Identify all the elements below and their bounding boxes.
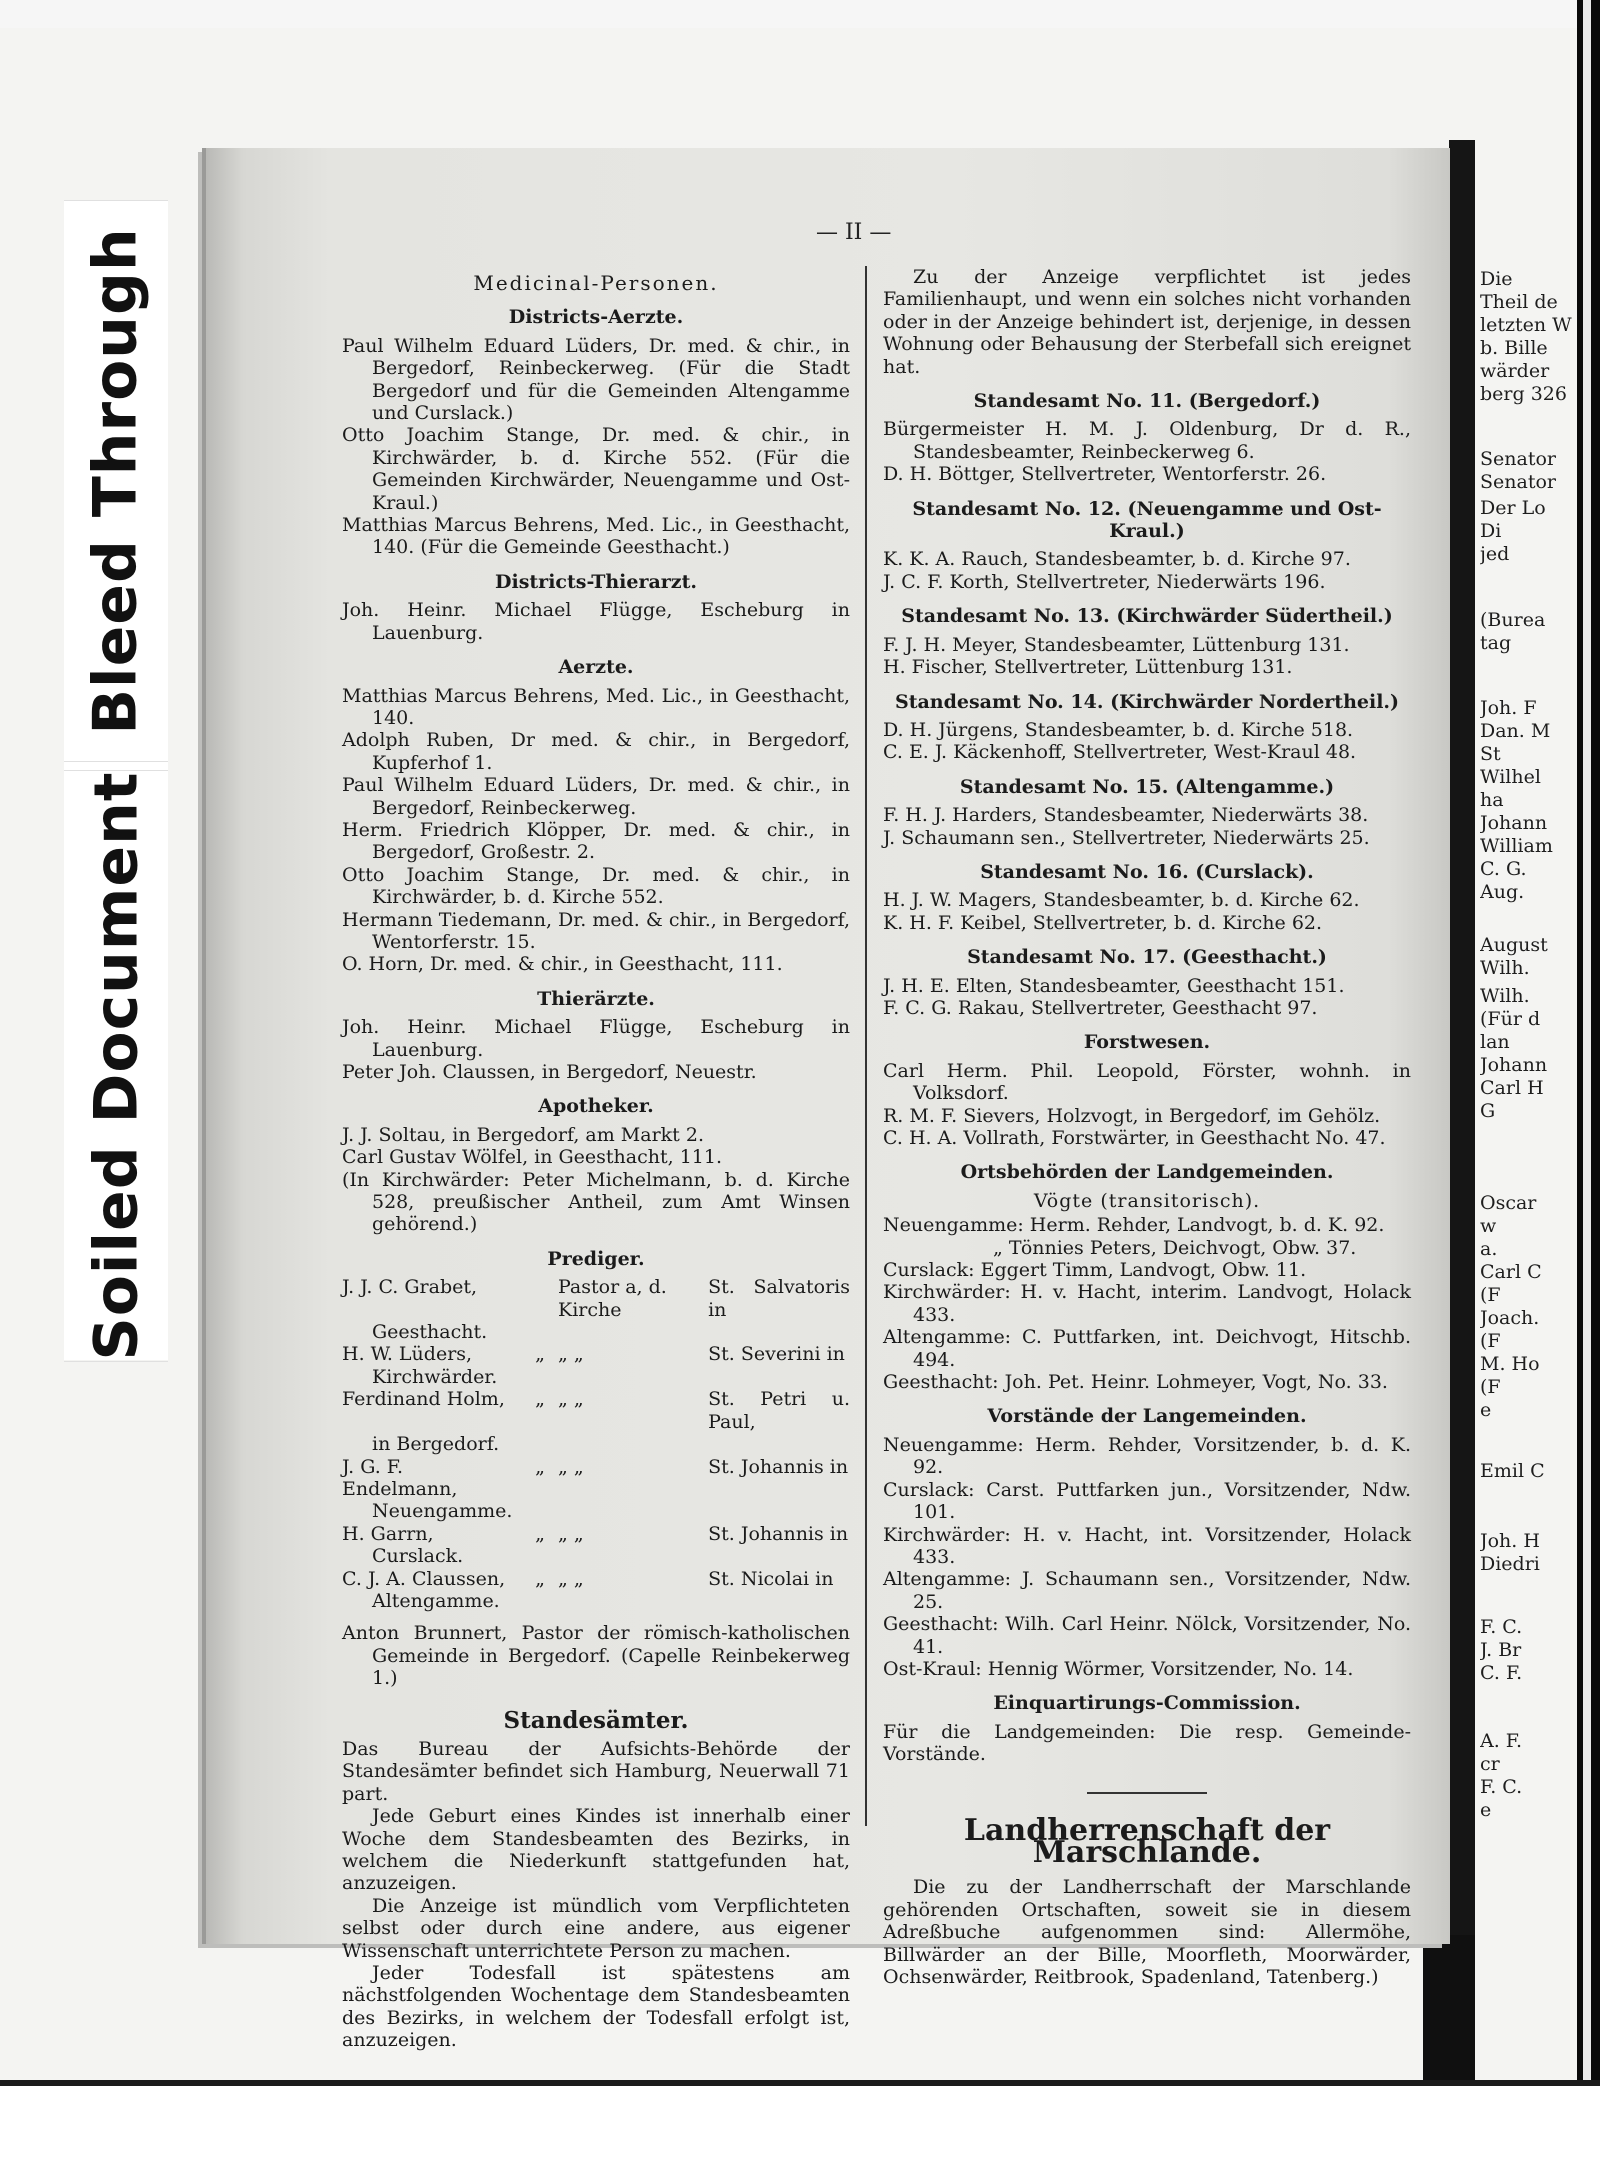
- prediger-name: H. Garrn,: [342, 1522, 434, 1545]
- prediger-ditto: „: [535, 1388, 545, 1411]
- prediger-row: [342, 1276, 850, 1321]
- adjacent-page-fragment: C. F.: [1480, 1662, 1523, 1684]
- prediger-place-row: [342, 1321, 850, 1343]
- standesaemter-heading: Standesämter.: [503, 1706, 689, 1734]
- scan-frame-strip: [1583, 0, 1591, 2085]
- entry: Paul Wilhelm Eduard Lüders, Dr. med. & chir., in Bergedorf, Reinbeckerweg. (Für die Stadt Bergedorf und für die Gemeinden Altengamme und Curslack.): [342, 334, 850, 425]
- prediger-note: Anton Brunnert, Pastor der römisch-katholischen Gemeinde in Bergedorf. (Capelle Reinbekerweg 1.): [342, 1622, 850, 1690]
- entry: H. Fischer, Stellvertreter, Lüttenburg 131.: [883, 656, 1293, 679]
- prediger-name: J. J. C. Grabet,: [342, 1276, 478, 1299]
- standesamt-heading: Standesamt No. 15. (Altengamme.): [959, 775, 1335, 798]
- prediger-place-row: [342, 1590, 850, 1612]
- adjacent-page-fragment: wärder: [1480, 360, 1550, 382]
- adjacent-page-fragment: ha: [1480, 789, 1504, 811]
- entry: J. Schaumann sen., Stellvertreter, Niederwärts 25.: [883, 826, 1370, 849]
- prediger-church: St. Johannis in: [708, 1522, 849, 1545]
- adjacent-page-fragment: Carl H: [1480, 1077, 1544, 1099]
- adjacent-page-fragment: Joach.: [1480, 1307, 1540, 1329]
- adjacent-page-fragment: (F: [1480, 1284, 1501, 1306]
- adjacent-page-fragment: berg 326: [1480, 383, 1567, 405]
- bleed-through-text: Bleed Through: [81, 227, 152, 735]
- prediger-place-row: [342, 1366, 850, 1388]
- adjacent-page-fragment: Joh. H: [1480, 1530, 1540, 1552]
- entry: Otto Joachim Stange, Dr. med. & chir., in Kirchwärder, b. d. Kirche 552. (Für die Gemeinden Kirchwärder, Neuengamme und Ost-Kraul.): [342, 424, 850, 514]
- prediger-title: „ „: [558, 1343, 584, 1366]
- adjacent-page-fragment: lan: [1480, 1031, 1510, 1053]
- adjacent-page-fragment: letzten W: [1480, 314, 1572, 336]
- page-number: — II —: [816, 220, 892, 245]
- prediger-ditto: [522, 1276, 558, 1321]
- adjacent-page-fragment: F. C.: [1480, 1776, 1523, 1798]
- prediger-row: [342, 1523, 850, 1545]
- adjacent-page-fragment: J. Br: [1480, 1639, 1522, 1661]
- adjacent-page-fragment: A. F.: [1480, 1730, 1523, 1752]
- adjacent-page-fragment: e: [1480, 1799, 1492, 1821]
- thieraerzte-heading: Thierärzte.: [537, 987, 655, 1010]
- adjacent-page-fragment: tag: [1480, 632, 1512, 654]
- entry: J. J. Soltau, in Bergedorf, am Markt 2.: [342, 1123, 704, 1146]
- standesaemter-paragraph: Das Bureau der Aufsichts-Behörde der Standesämter befindet sich Hamburg, Neuerwall 71 part.: [342, 1737, 850, 1805]
- entry: Joh. Heinr. Michael Flügge, Escheburg in Lauenburg.: [342, 1016, 850, 1061]
- standesamt-heading: Standesamt No. 13. (Kirchwärder Südertheil.): [901, 605, 1393, 628]
- entry: Neuengamme: Herm. Rehder, Vorsitzender, b. d. K. 92.: [883, 1433, 1411, 1479]
- prediger-title: Pastor a, d. Kirche: [558, 1276, 667, 1321]
- entry: (In Kirchwärder: Peter Michelmann, b. d. Kirche 528, preußischer Antheil, zum Amt Winsen gehörend.): [342, 1168, 850, 1236]
- prediger-ditto: „: [535, 1567, 545, 1590]
- prediger-place: Curslack.: [372, 1545, 464, 1568]
- standesamt-heading: Standesamt No. 12. (Neuengamme und Ost-Kraul.): [912, 497, 1382, 543]
- prediger-ditto: „: [535, 1522, 545, 1545]
- section-separator: [1087, 1792, 1207, 1794]
- prediger-church: St. Salvatoris in: [708, 1276, 850, 1321]
- entry: Geesthacht: Wilh. Carl Heinr. Nölck, Vorsitzender, No. 41.: [883, 1613, 1411, 1658]
- entry: Curslack: Carst. Puttfarken jun., Vorsitzender, Ndw. 101.: [883, 1478, 1411, 1524]
- entry: J. C. F. Korth, Stellvertreter, Niederwärts 196.: [883, 570, 1326, 593]
- adjacent-page-fragment: Wilhel: [1480, 766, 1541, 788]
- column-divider: [865, 266, 867, 1826]
- districts-thierarzt-heading: Districts-Thierarzt.: [495, 570, 697, 593]
- adjacent-page-fragment: Senator: [1480, 448, 1556, 470]
- entry: Carl Gustav Wölfel, in Geesthacht, 111.: [342, 1146, 723, 1169]
- entry: F. J. H. Meyer, Standesbeamter, Lüttenburg 131.: [883, 633, 1350, 656]
- standesamt-heading: Standesamt No. 11. (Bergedorf.): [973, 390, 1321, 413]
- prediger-church: St. Severini in: [708, 1343, 845, 1366]
- entry: Matthias Marcus Behrens, Med. Lic., in Geesthacht, 140.: [342, 684, 850, 729]
- scan-frame-top: [0, 0, 1600, 28]
- einquartirung-heading: Einquartirungs-Commission.: [993, 1692, 1301, 1715]
- adjacent-page-fragment: August: [1480, 934, 1548, 956]
- voegte-subheading: Vögte (transitorisch).: [1033, 1189, 1261, 1212]
- adjacent-page-fragment: w: [1480, 1215, 1497, 1237]
- entry: Geesthacht: Joh. Pet. Heinr. Lohmeyer, Vogt, No. 33.: [883, 1371, 1388, 1394]
- entry: J. H. E. Elten, Standesbeamter, Geesthacht 151.: [883, 974, 1345, 997]
- adjacent-page-fragment: jed: [1480, 543, 1510, 565]
- soiled-document-text: Soiled Document: [81, 771, 152, 1361]
- scan-frame-bar: [0, 2080, 1600, 2086]
- adjacent-page-fragment: Emil C: [1480, 1460, 1545, 1482]
- prediger-title: „ „: [558, 1455, 584, 1478]
- standesaemter-paragraph: Jede Geburt eines Kindes ist innerhalb einer Woche dem Standesbeamten des Bezirks, in welchem die Niederkunft stattgefunden hat, anzuzeigen.: [342, 1805, 850, 1895]
- prediger-title: „ „: [558, 1522, 584, 1545]
- adjacent-page-fragment: F. C.: [1480, 1616, 1523, 1638]
- prediger-heading: Prediger.: [547, 1247, 645, 1270]
- adjacent-page-fragment: G: [1480, 1100, 1496, 1122]
- entry: Joh. Heinr. Michael Flügge, Escheburg in Lauenburg.: [342, 599, 850, 644]
- entry: „ Tönnies Peters, Deichvogt, Obw. 37.: [993, 1236, 1357, 1259]
- prediger-name: C. J. A. Claussen,: [342, 1567, 506, 1590]
- prediger-place: Altengamme.: [372, 1589, 500, 1612]
- adjacent-page-fragment: St: [1480, 743, 1501, 765]
- prediger-row: [342, 1456, 850, 1501]
- entry: Hermann Tiedemann, Dr. med. & chir., in Bergedorf, Wentorferstr. 15.: [342, 908, 851, 953]
- bleed-through-label: [64, 200, 168, 762]
- prediger-name: Ferdinand Holm,: [342, 1388, 505, 1411]
- entry: Carl Herm. Phil. Leopold, Förster, wohnh. in Volksdorf.: [883, 1059, 1411, 1105]
- adjacent-page-fragment: Diedri: [1480, 1553, 1540, 1575]
- medicinal-heading: Medicinal-Personen.: [473, 271, 719, 295]
- standesaemter-paragraph: Die Anzeige ist mündlich vom Verpflichteten selbst oder durch eine andere, aus eigener Wissenschaft unterrichtete Person zu machen.: [342, 1894, 850, 1962]
- entry: Kirchwärder: H. v. Hacht, interim. Landvogt, Holack 433.: [883, 1281, 1411, 1326]
- adjacent-page-fragment: a.: [1480, 1238, 1498, 1260]
- entry: F. H. J. Harders, Standesbeamter, Niederwärts 38.: [883, 804, 1369, 827]
- landherrenschaft-heading: Landherrenschaft der Marschlande.: [963, 1812, 1331, 1870]
- prediger-place: Geesthacht.: [372, 1321, 488, 1344]
- entry: C. H. A. Vollrath, Forstwärter, in Geesthacht No. 47.: [883, 1127, 1386, 1149]
- adjacent-page-fragment: b. Bille: [1480, 337, 1548, 359]
- prediger-place: Kirchwärder.: [372, 1365, 498, 1388]
- standesaemter-paragraph: Jeder Todesfall ist spätestens am nächstfolgenden Wochentage dem Standesbeamten des Bezirks, in welchem der Todesfall erfolgt ist, anzuzeigen.: [342, 1962, 850, 2052]
- book-spine: [1449, 140, 1475, 1940]
- book-spine-shadow: [1423, 1935, 1475, 2085]
- prediger-church: St. Nicolai in: [708, 1567, 834, 1590]
- entry: Herm. Friedrich Klöpper, Dr. med. & chir., in Bergedorf, Großestr. 2.: [342, 818, 850, 864]
- prediger-name: H. W. Lüders,: [342, 1343, 473, 1366]
- standesamt-heading: Standesamt No. 16. (Curslack).: [980, 860, 1314, 883]
- apotheker-heading: Apotheker.: [538, 1095, 654, 1118]
- prediger-row: [342, 1343, 850, 1365]
- landherrenschaft-paragraph: Die zu der Landherrschaft der Marschlande gehörenden Ortschaften, soweit sie in diesem Adreßbuche aufgenommen sind: Allermöhe, Billwärder an der Bille, Moorfleth, Moorwärder, Ochsenwärder, Reitbrook, Spadenland, Tatenberg.): [883, 1876, 1411, 1988]
- adjacent-page-fragment: Johann: [1480, 812, 1548, 834]
- entry: Für die Landgemeinden: Die resp. Gemeinde-Vorstände.: [883, 1720, 1411, 1766]
- entry: Adolph Ruben, Dr med. & chir., in Bergedorf, Kupferhof 1.: [342, 729, 850, 774]
- entry: Peter Joh. Claussen, in Bergedorf, Neuestr.: [342, 1061, 757, 1083]
- adjacent-page-fragment: Die: [1480, 268, 1513, 290]
- prediger-church: St. Petri u. Paul,: [708, 1388, 850, 1433]
- adjacent-page-fragment: (Für d: [1480, 1008, 1541, 1030]
- adjacent-page-fragment: Wilh.: [1480, 985, 1530, 1007]
- entry: F. C. G. Rakau, Stellvertreter, Geesthacht 97.: [883, 996, 1318, 1019]
- prediger-ditto: „: [535, 1455, 545, 1478]
- adjacent-page-fragment: (F: [1480, 1376, 1501, 1398]
- prediger-ditto: „: [535, 1343, 545, 1366]
- scan-frame-right: [1577, 0, 1600, 2085]
- scan-warning-labels: [64, 200, 168, 1360]
- prediger-title: „ „: [558, 1388, 584, 1411]
- prediger-row: [342, 1568, 850, 1590]
- entry: D. H. Jürgens, Standesbeamter, b. d. Kirche 518.: [883, 718, 1354, 741]
- entry: Matthias Marcus Behrens, Med. Lic., in Geesthacht, 140. (Für die Gemeinde Geesthacht.): [342, 514, 850, 559]
- districts-aerzte-heading: Districts-Aerzte.: [508, 306, 684, 329]
- entry: Altengamme: C. Puttfarken, int. Deichvogt, Hitschb. 494.: [883, 1326, 1411, 1371]
- ortsbehoerden-heading: Ortsbehörden der Landgemeinden.: [960, 1161, 1334, 1184]
- adjacent-page-fragment: Wilh.: [1480, 957, 1530, 979]
- entry: K. K. A. Rauch, Standesbeamter, b. d. Kirche 97.: [883, 548, 1351, 571]
- adjacent-page-fragment: M. Ho: [1480, 1353, 1540, 1375]
- prediger-place: Neuengamme.: [372, 1500, 513, 1523]
- adjacent-page-fragment: e: [1480, 1399, 1492, 1421]
- prediger-title: „ „: [558, 1567, 584, 1590]
- adjacent-page-fragment: (Burea: [1480, 609, 1546, 631]
- entry: Ost-Kraul: Hennig Wörmer, Vorsitzender, No. 14.: [883, 1657, 1354, 1680]
- forstwesen-heading: Forstwesen.: [1083, 1031, 1211, 1054]
- right-column: [883, 266, 1411, 1988]
- adjacent-page-fragment: C. G.: [1480, 858, 1527, 880]
- scan-frame-bottom: [0, 2080, 1600, 2177]
- standesamt-heading: Standesamt No. 17. (Geesthacht.): [967, 946, 1327, 969]
- entry: O. Horn, Dr. med. & chir., in Geesthacht, 111.: [342, 953, 783, 976]
- aerzte-heading: Aerzte.: [558, 656, 634, 679]
- prediger-place-row: [342, 1433, 850, 1455]
- adjacent-page-fragment: (F: [1480, 1330, 1501, 1352]
- adjacent-page-fragment: Der Lo: [1480, 497, 1546, 519]
- entry: K. H. F. Keibel, Stellvertreter, b. d. Kirche 62.: [883, 911, 1323, 934]
- prediger-name: J. G. F. Endelmann,: [342, 1455, 458, 1500]
- standesamt-heading: Standesamt No. 14. (Kirchwärder Nordertheil.): [894, 690, 1400, 713]
- entry: Bürgermeister H. M. J. Oldenburg, Dr d. R., Standesbeamter, Reinbeckerweg 6.: [883, 418, 1411, 463]
- soiled-document-label: [64, 770, 168, 1362]
- adjacent-page-fragment: cr: [1480, 1753, 1500, 1775]
- adjacent-page-fragment: Johann: [1480, 1054, 1548, 1076]
- entry: R. M. F. Sievers, Holzvogt, in Bergedorf, im Gehölz.: [883, 1104, 1381, 1127]
- adjacent-page-fragment: Theil de: [1480, 291, 1558, 313]
- document-page: [206, 148, 1450, 2052]
- entry: Paul Wilhelm Eduard Lüders, Dr. med. & chir., in Bergedorf, Reinbeckerweg.: [342, 774, 850, 819]
- adjacent-page-fragment: Dan. M: [1480, 720, 1551, 742]
- prediger-place: in Bergedorf.: [372, 1433, 500, 1456]
- entry: Altengamme: J. Schaumann sen., Vorsitzender, Ndw. 25.: [883, 1568, 1411, 1613]
- adjacent-page-fragment: Oscar: [1480, 1192, 1537, 1214]
- adjacent-page-fragment: William: [1480, 835, 1553, 857]
- prediger-row: [342, 1388, 850, 1433]
- entry: Kirchwärder: H. v. Hacht, int. Vorsitzender, Holack 433.: [883, 1523, 1411, 1568]
- adjacent-page-fragment: Senator: [1480, 471, 1556, 493]
- entry: Curslack: Eggert Timm, Landvogt, Obw. 11.: [883, 1259, 1307, 1282]
- adjacent-page-fragment: Aug.: [1480, 881, 1525, 903]
- entry: C. E. J. Käckenhoff, Stellvertreter, West-Kraul 48.: [883, 741, 1357, 764]
- prediger-place-row: [342, 1545, 850, 1567]
- entry: H. J. W. Magers, Standesbeamter, b. d. Kirche 62.: [883, 889, 1360, 912]
- left-column: [342, 272, 850, 2052]
- anzeige-paragraph: Zu der Anzeige verpflichtet ist jedes Familienhaupt, und wenn ein solches nicht vorhanden oder in der Anzeige behindert ist, derjenige, in dessen Wohnung oder Behausung der Sterbefall sich ereignet hat.: [883, 266, 1411, 378]
- entry: D. H. Böttger, Stellvertreter, Wentorferstr. 26.: [883, 463, 1327, 486]
- vorstaende-heading: Vorstände der Langemeinden.: [987, 1405, 1307, 1428]
- prediger-place-row: [342, 1500, 850, 1522]
- entry: Neuengamme: Herm. Rehder, Landvogt, b. d. K. 92.: [883, 1214, 1385, 1237]
- adjacent-page-fragment: Carl C: [1480, 1261, 1542, 1283]
- prediger-table: [342, 1276, 850, 1612]
- adjacent-page-fragment: Di: [1480, 520, 1502, 542]
- entry: Otto Joachim Stange, Dr. med. & chir., in Kirchwärder, b. d. Kirche 552.: [342, 863, 850, 909]
- adjacent-page-fragment: Joh. F: [1480, 697, 1537, 719]
- prediger-church: St. Johannis in: [708, 1455, 849, 1478]
